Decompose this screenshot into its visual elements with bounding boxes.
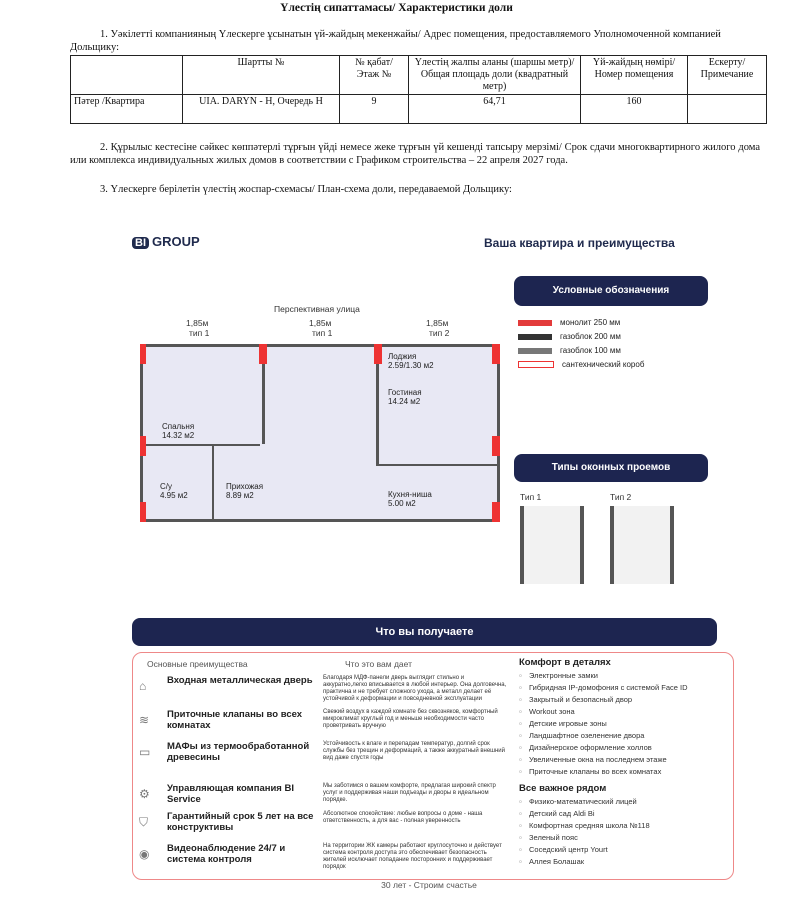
document-title: Үлестің сипаттамасы/ Характеристики доли xyxy=(280,2,513,14)
room-loggia: Лоджия 2.59/1.30 м2 xyxy=(388,352,434,370)
window-type-2: тип 1 xyxy=(312,328,333,338)
window-type2-label: Тип 2 xyxy=(610,492,632,502)
table-header-cell xyxy=(71,56,183,95)
monolith-6 xyxy=(492,436,500,456)
bi-group-logo xyxy=(132,234,200,249)
comfort-item: ▫ Гибридная IP-домофония с системой Face ID xyxy=(519,683,688,692)
room-hall: Прихожая 8.89 м2 xyxy=(226,482,264,500)
table-cell: 64,71 xyxy=(409,95,581,124)
table-header-cell: Үлестің жалпы аланы (шаршы метр)/ Общая площадь доли (квадратный метр) xyxy=(409,56,581,95)
monolith-2 xyxy=(259,344,267,364)
table-cell: 9 xyxy=(340,95,409,124)
logo-mark: BI xyxy=(132,237,149,249)
paragraph-3: 3. Үлескерге берілетін үлестің жоспар-схемасы/ План-схема доли, передаваемой Дольщику: xyxy=(100,184,512,195)
benefit-row: ⌂ Входная металлическая дверь Благодаря МДФ-панели дверь выглядит стильно и аккуратно,легко вписывается в любой интерьер. Она долговечна, практична и не требует сложного ухода, а металл делает её устойчивой к деформации и повседневной эксплуатации xyxy=(139,675,507,702)
table-header-cell: Ескерту/ Примечание xyxy=(688,56,767,95)
valve-icon: ≋ xyxy=(139,713,150,727)
monolith-8 xyxy=(492,502,500,522)
benefits-box xyxy=(132,652,734,880)
share-table xyxy=(70,55,767,124)
table-header-row xyxy=(71,56,767,95)
apartment-flyer xyxy=(126,216,732,896)
table-cell: 160 xyxy=(581,95,688,124)
outer-wall-bottom xyxy=(140,519,500,522)
table-row xyxy=(71,95,767,124)
benefit-row: ⚙ Управляющая компания BI Service Мы заботимся о вашем комфорте, предлагая широкий спектр услуг и поддерживая наши подъезды и дворы в идеальном порядке. xyxy=(139,783,496,805)
legend-item: газоблок 100 мм xyxy=(518,346,621,355)
benefit-row: ▭ МАФы из термообработанной древесины Устойчивость к влаге и перепадам температур, долгий срок службы без трещин и деформаций, а также аккуратный внешний вид даже спустя годы xyxy=(139,741,506,763)
table-cell: UIA. DARYN - H, Очередь H xyxy=(183,95,340,124)
legend-swatch xyxy=(518,361,554,368)
room-kitchen: Кухня-ниша 5.00 м2 xyxy=(388,490,432,508)
monolith-7 xyxy=(140,502,146,522)
door-icon: ⌂ xyxy=(139,679,147,693)
comfort-item: ▫ Workout зона xyxy=(519,707,575,716)
flyer-footer: 30 лет - Строим счастье xyxy=(381,880,477,890)
benefit-row: ⛉ Гарантийный срок 5 лет на все конструктивы Абсолютное спокойствие: любые вопросы о доме - наша ответственность, а для вас - полная уверенность xyxy=(139,811,483,833)
benefit-row: ≋ Приточные клапаны во всех комнатах Свежий воздух в каждой комнате без сквозняков, комфортный микроклимат круглый год и меньше необходимости часто проветривать вручную xyxy=(139,709,498,731)
window-types-title: Типы оконных проемов xyxy=(514,454,708,482)
benefits-col2-head: Что это вам дает xyxy=(345,659,412,669)
comfort-item: ▫ Закрытый и безопасный двор xyxy=(519,695,633,704)
nearby-item: ▫ Комфортная средняя школа №118 xyxy=(519,821,650,830)
room-bedroom: Спальня 14.32 м2 xyxy=(162,422,195,440)
monolith-3 xyxy=(374,344,382,364)
legend-item: сантехнический короб xyxy=(518,360,644,369)
table-header-cell: № қабат/ Этаж № xyxy=(340,56,409,95)
what-you-get-title: Что вы получаете xyxy=(132,618,717,646)
wall-kitchen xyxy=(376,464,500,466)
window-width-2: 1,85м xyxy=(309,318,332,328)
room-bath: С/у 4.95 м2 xyxy=(160,482,188,500)
comfort-item: ▫ Дизайнерское оформление холлов xyxy=(519,743,652,752)
paragraph-2: 2. Құрылыс кестесіне сәйкес көппәтерлі тұрғын үйді немесе жеке тұрғын үй кешенді тапсыру мерзімі/ Срок сдачи многоквартирного жилого дома или комплекса индивидуальных жилых домов в соответствии с Графиком строительства – 22 апреля 2027 года. xyxy=(70,142,760,166)
camera-icon: ◉ xyxy=(139,847,150,861)
window-type-3: тип 2 xyxy=(429,328,450,338)
table-header-cell: Шартты № xyxy=(183,56,340,95)
monolith-1 xyxy=(140,344,146,364)
legend-swatch xyxy=(518,320,552,326)
legend-item: газоблок 200 мм xyxy=(518,332,621,341)
nearby-item: ▫ Аллея Болашак xyxy=(519,857,585,866)
table-cell: Пәтер /Квартира xyxy=(71,95,183,124)
window-type1-diagram xyxy=(520,506,584,584)
window-type2-diagram xyxy=(610,506,674,584)
shield-icon: ⛉ xyxy=(139,815,149,829)
floor-plan xyxy=(134,304,504,544)
legend-title: Условные обозначения xyxy=(514,276,708,306)
outer-wall-left xyxy=(140,344,143,522)
nearby-title: Все важное рядом xyxy=(519,783,607,794)
legend-swatch xyxy=(518,348,552,354)
wall-bath xyxy=(140,444,260,446)
table-header-cell: Үй-жайдың нөмірі/ Номер помещения xyxy=(581,56,688,95)
logo-text: GROUP xyxy=(152,234,200,249)
comfort-item: ▫ Электронные замки xyxy=(519,671,598,680)
service-icon: ⚙ xyxy=(139,787,150,801)
comfort-item: ▫ Ландшафтное озеленение двора xyxy=(519,731,645,740)
nearby-item: ▫ Соседский центр Yourt xyxy=(519,845,608,854)
bench-icon: ▭ xyxy=(139,745,151,759)
paragraph-1: 1. Уәкілетті компанияның Үлескерге ұсынатын үй-жайдың мекенжайы/ Адрес помещения, предоставляемого Уполномоченной компанией Дольщику: xyxy=(70,29,721,53)
comfort-item: ▫ Увеличенные окна на последнем этаже xyxy=(519,755,667,764)
comfort-item: ▫ Приточные клапаны во всех комнатах xyxy=(519,767,662,776)
nearby-item: ▫ Зеленый пояс xyxy=(519,833,578,842)
window-type1-label: Тип 1 xyxy=(520,492,542,502)
flyer-header: Ваша квартира и преимущества xyxy=(484,236,675,250)
legend-swatch xyxy=(518,334,552,340)
nearby-item: ▫ Физико-математический лицей xyxy=(519,797,637,806)
room-living: Гостиная 14.24 м2 xyxy=(388,388,422,406)
window-type-1: тип 1 xyxy=(189,328,210,338)
outer-wall-top xyxy=(140,344,500,347)
window-width-3: 1,85м xyxy=(426,318,449,328)
legend-item: монолит 250 мм xyxy=(518,318,620,327)
monolith-4 xyxy=(492,344,500,364)
table-cell xyxy=(688,95,767,124)
outer-wall-right xyxy=(497,344,500,522)
nearby-item: ▫ Детский сад Aldi Bi xyxy=(519,809,595,818)
comfort-title: Комфорт в деталях xyxy=(519,657,611,668)
benefit-row: ◉ Видеонаблюдение 24/7 и система контроля На территории ЖК камеры работают круглосуточно и действует система контроля доступа это обеспечивает безопасность жителей исключает попадание посторонних и поддерживает порядок xyxy=(139,843,502,870)
benefits-col1-head: Основные преимущества xyxy=(147,659,248,669)
window-width-1: 1,85м xyxy=(186,318,209,328)
monolith-5 xyxy=(140,436,146,456)
comfort-item: ▫ Детские игровые зоны xyxy=(519,719,607,728)
wall-bath-right xyxy=(212,446,214,522)
street-label: Перспективная улица xyxy=(274,304,360,314)
